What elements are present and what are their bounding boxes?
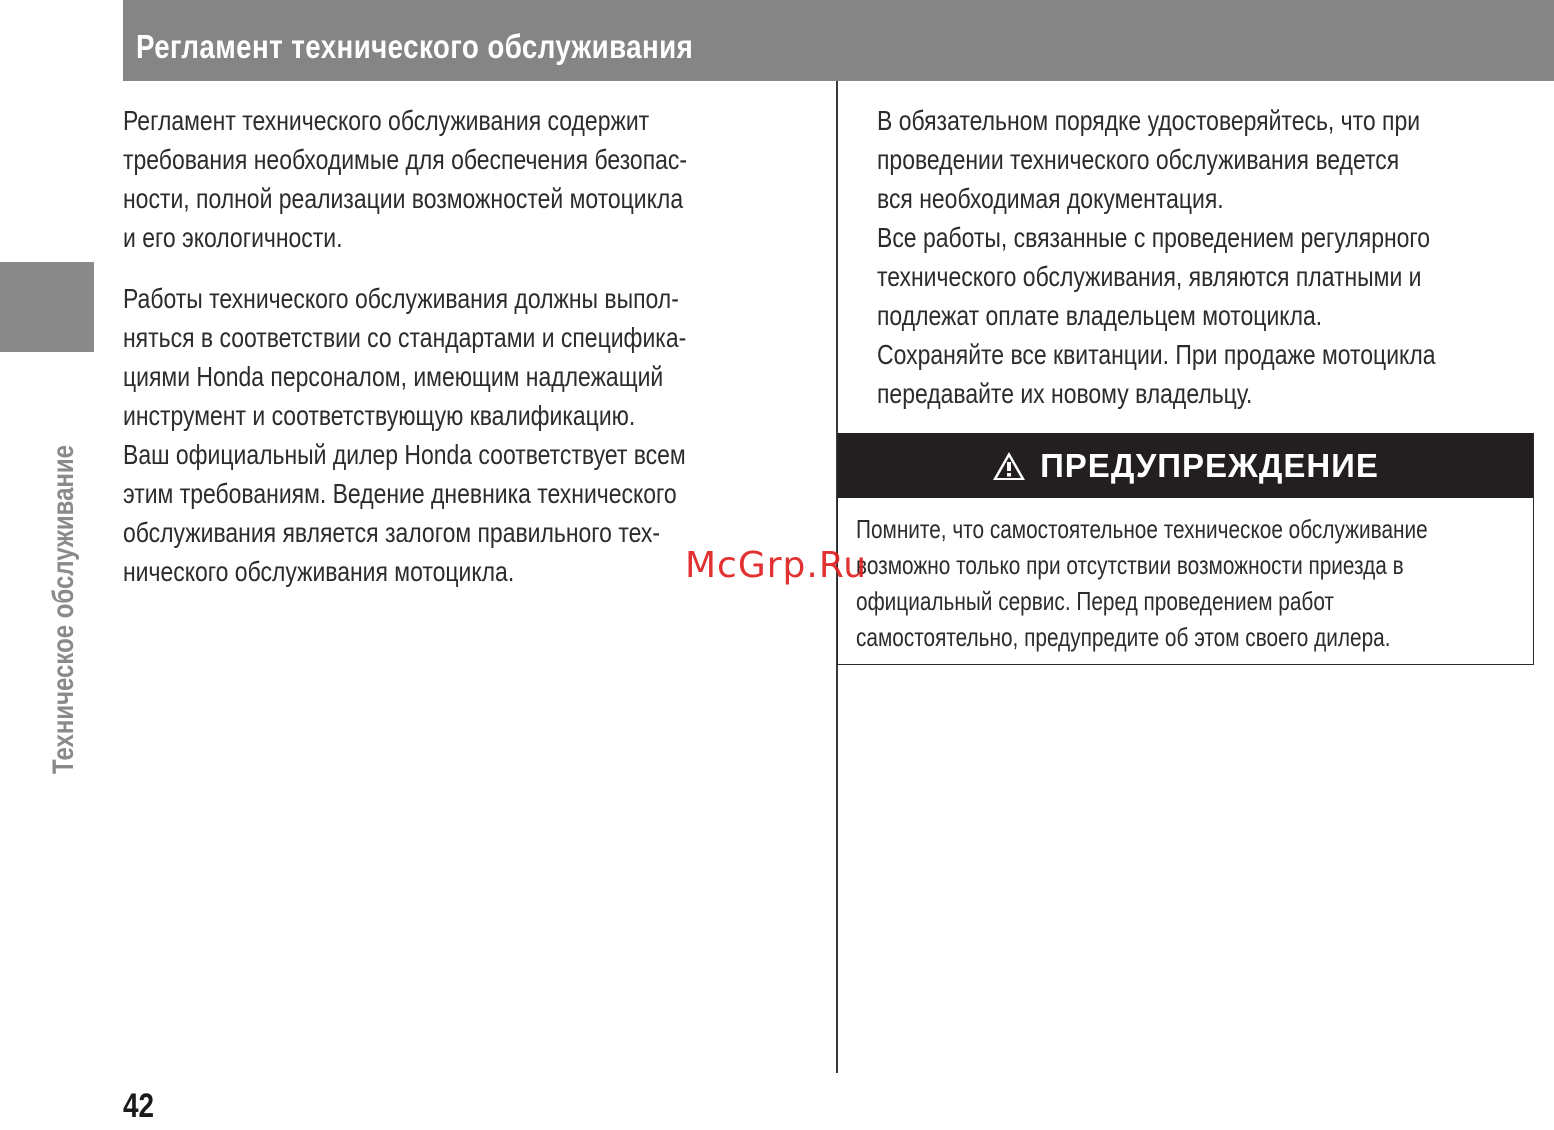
text-line: Сохраняйте все квитанции. При продаже мотоцикла bbox=[877, 339, 1436, 370]
warning-title: ПРЕДУПРЕЖДЕНИЕ bbox=[1040, 446, 1379, 484]
warning-title-row bbox=[838, 433, 1533, 498]
section-tab-marker bbox=[0, 262, 94, 352]
text-line: этим требованиям. Ведение дневника технического bbox=[123, 478, 677, 509]
text-line: няться в соответствии со стандартами и специфика- bbox=[123, 322, 687, 353]
text-line: В обязательном порядке удостоверяйтесь, что при bbox=[877, 105, 1421, 136]
text-line: передавайте их новому владельцу. bbox=[877, 378, 1253, 409]
section-side-label-text: Техническое обслуживание bbox=[47, 444, 80, 774]
text-line: технического обслуживания, являются платными и bbox=[877, 261, 1422, 292]
right-paragraph-1 bbox=[877, 101, 1435, 413]
text-line: проведении технического обслуживания ведется bbox=[877, 144, 1400, 175]
text-line: требования необходимые для обеспечения безопас- bbox=[123, 144, 688, 175]
left-paragraph-2 bbox=[123, 279, 686, 591]
text-line: Регламент технического обслуживания содержит bbox=[123, 105, 650, 136]
page-number: 42 bbox=[123, 1087, 155, 1125]
text-line: подлежат оплате владельцем мотоцикла. bbox=[877, 300, 1323, 331]
text-line: обслуживания является залогом правильного тех- bbox=[123, 517, 660, 548]
page-title: Регламент технического обслуживания bbox=[136, 28, 694, 65]
text-line: Помните, что самостоятельное техническое обслуживание bbox=[856, 514, 1428, 544]
text-line: официальный сервис. Перед проведением работ bbox=[856, 586, 1334, 616]
warning-body bbox=[856, 511, 1428, 655]
warning-box bbox=[837, 433, 1534, 665]
text-line: возможно только при отсутствии возможности приезда в bbox=[856, 550, 1404, 580]
text-line: самостоятельно, предупредите об этом своего дилера. bbox=[856, 622, 1391, 652]
text-line: ности, полной реализации возможностей мотоцикла bbox=[123, 183, 684, 214]
text-line: и его экологичности. bbox=[123, 222, 343, 253]
text-line: циями Honda персоналом, имеющим надлежащий bbox=[123, 361, 664, 392]
warning-triangle-icon bbox=[992, 451, 1026, 481]
left-paragraph-1 bbox=[123, 101, 687, 257]
text-line: Работы технического обслуживания должны выпол- bbox=[123, 283, 679, 314]
text-line: нического обслуживания мотоцикла. bbox=[123, 556, 515, 587]
text-line: вся необходимая документация. bbox=[877, 183, 1224, 214]
text-line: инструмент и соответствующую квалификацию. bbox=[123, 400, 636, 431]
text-line: Ваш официальный дилер Honda соответствует всем bbox=[123, 439, 686, 470]
text-line: Все работы, связанные с проведением регулярного bbox=[877, 222, 1431, 253]
watermark: McGrp.Ru bbox=[685, 545, 868, 586]
